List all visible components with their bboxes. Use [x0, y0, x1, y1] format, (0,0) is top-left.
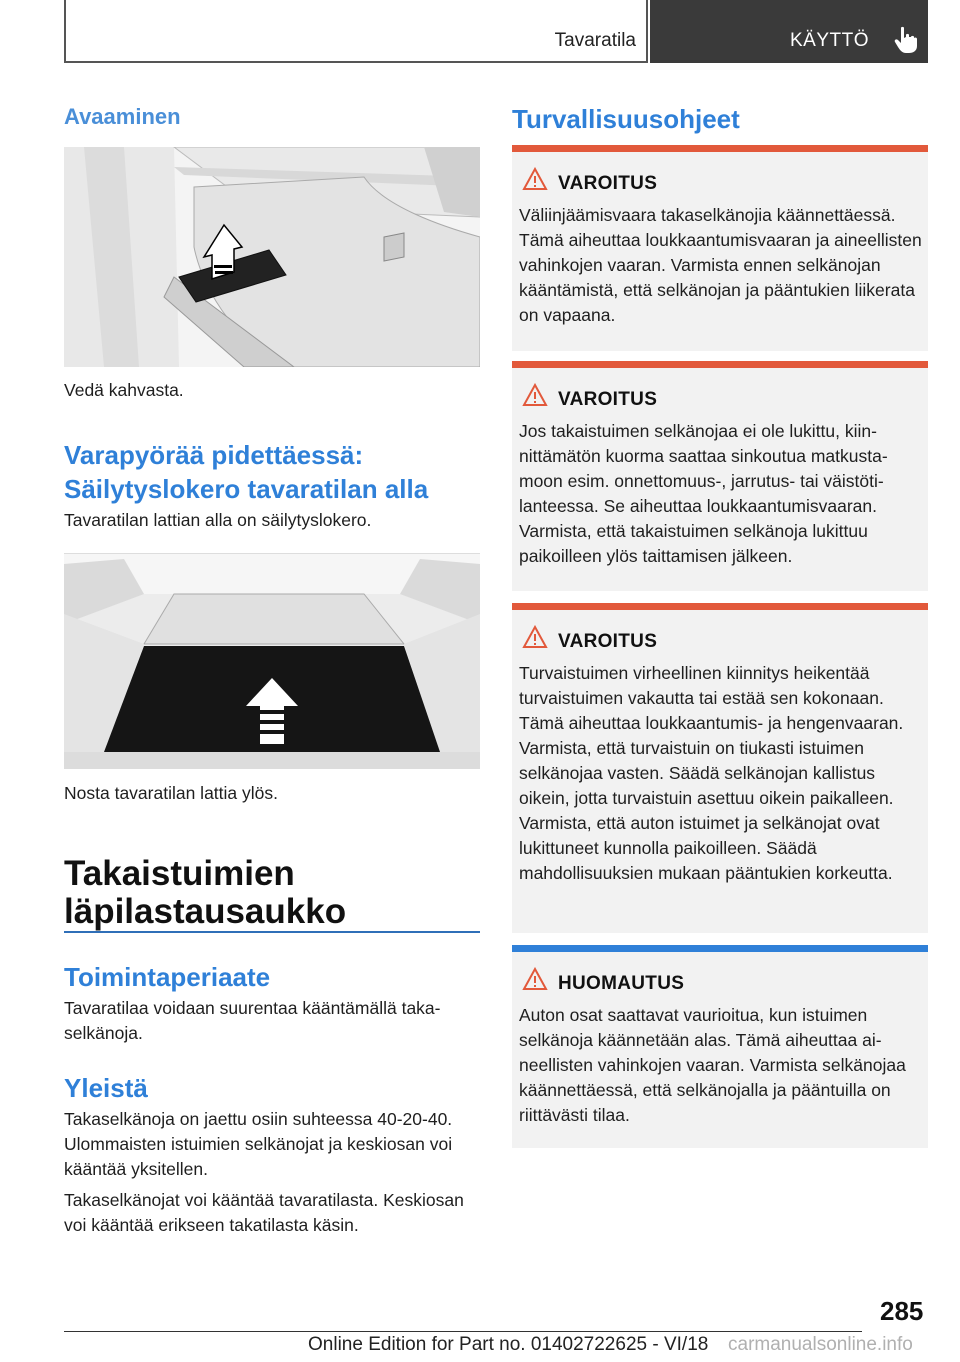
warning-box-1 [512, 145, 928, 351]
warning-title: VAROITUS [558, 631, 658, 652]
warning-triangle-icon [522, 625, 548, 649]
avaaminen-caption: Vedä kahvasta. [64, 380, 184, 400]
footer-rule [64, 1331, 862, 1332]
warning-triangle-icon [522, 167, 548, 191]
trunk-handle-illustration [64, 147, 480, 367]
spare-wheel-text: Tavaratilan lattian alla on säilytyslokero. [64, 510, 372, 530]
header-section-tab [64, 0, 648, 63]
header-section-title: Tavaratila [554, 30, 636, 51]
warning-text: Turvaistuimen virheellinen kiinnitys heikentää turvaistuimen vakautta tai estää sen kokonaan. Tämä aiheuttaa loukkaantumis- ja hengenvaaran. Varmista, että turvaistuin on tiukasti istuimen selkänojaa vasten. Säädä selkänojan kallistus oikein, jotta turvaistuin asettuu oikein paikalleen. Varmista, että auton istuimet ja selkänojat ovat lukittuneet kunnolla paikoilleen. Säädä mahdollisuuksien mukaan pääntukien korkeutta. [519, 663, 904, 883]
page-number: 285 [880, 1296, 924, 1326]
warning-bar [512, 603, 928, 610]
notice-title: HUOMAUTUS [558, 973, 685, 994]
warning-text: Väliinjäämisvaara takaselkänojia käännettäessä. Tämä aiheuttaa loukkaantumisvaaran ja aineellisten vahinkojen vaaran. Varmista ennen selkänojan kääntämistä, että selkänojan ja pääntukien liikerata on vapaana. [519, 205, 922, 325]
hand-pointer-icon [894, 26, 920, 54]
warning-box-2 [512, 361, 928, 591]
watermark: carmanualsonline.info [728, 1334, 913, 1355]
safety-heading: Turvallisuusohjeet [512, 104, 740, 134]
notice-bar [512, 945, 928, 952]
floor-caption: Nosta tavaratilan lattia ylös. [64, 783, 278, 803]
general-text-1: Takaselkänoja on jaettu osiin suhteessa 40‑20‑40. Ulommaisten istuimien selkänojat ja keskiosan voi kääntää yksitellen. [64, 1109, 453, 1179]
general-text-2: Takaselkänojat voi kääntää tavaratilasta. Keskiosan voi kääntää erikseen takatilasta käsin. [64, 1190, 464, 1235]
warning-bar [512, 145, 928, 152]
trunk-floor-illustration [64, 553, 480, 769]
notice-box [512, 945, 928, 1148]
header-chapter-tab [650, 0, 928, 63]
warning-text: Jos takaistuimen selkänojaa ei ole lukittu, kiinnittämätön kuorma saattaa sinkoutua matkustamoon esim. onnettomuus-, jarrutus- tai väistötilanteessa. Se aiheuttaa loukkaantumisvaaran. Varmista, että takaistuimen selkänoja lukittuu paikoilleen ylös taittamisen jälkeen. [519, 421, 888, 566]
notice-text: Auton osat saattavat vaurioitua, kun istuimen selkänoja käännetään alas. Tämä aiheuttaa aineellisten vahinkojen vaaran. Varmista selkänojaa käännettäessä, että selkänojalla ja pääntuilla on riittävästi tilaa. [519, 1005, 906, 1125]
warning-triangle-icon [522, 383, 548, 407]
warning-box-3 [512, 603, 928, 933]
warning-title: VAROITUS [558, 173, 658, 194]
principle-text: Tavaratilaa voidaan suurentaa kääntämällä takaselkänoja. [64, 998, 441, 1043]
main-heading: Takaistuimien läpilastausaukko [64, 854, 347, 931]
header-chapter-label: KÄYTTÖ [790, 30, 870, 51]
principle-heading: Toimintaperiaate [64, 962, 271, 992]
warning-bar [512, 361, 928, 368]
warning-triangle-icon [522, 967, 548, 991]
spare-wheel-heading: Varapyörää pidettäessä: Säilytyslokero tavaratilan alla [64, 440, 429, 504]
warning-title: VAROITUS [558, 389, 658, 410]
general-heading: Yleistä [64, 1073, 148, 1103]
footer-edition: Online Edition for Part no. 01402722625 - VI/18 [308, 1334, 709, 1355]
avaaminen-heading: Avaaminen [64, 104, 181, 129]
heading-rule [64, 931, 480, 933]
